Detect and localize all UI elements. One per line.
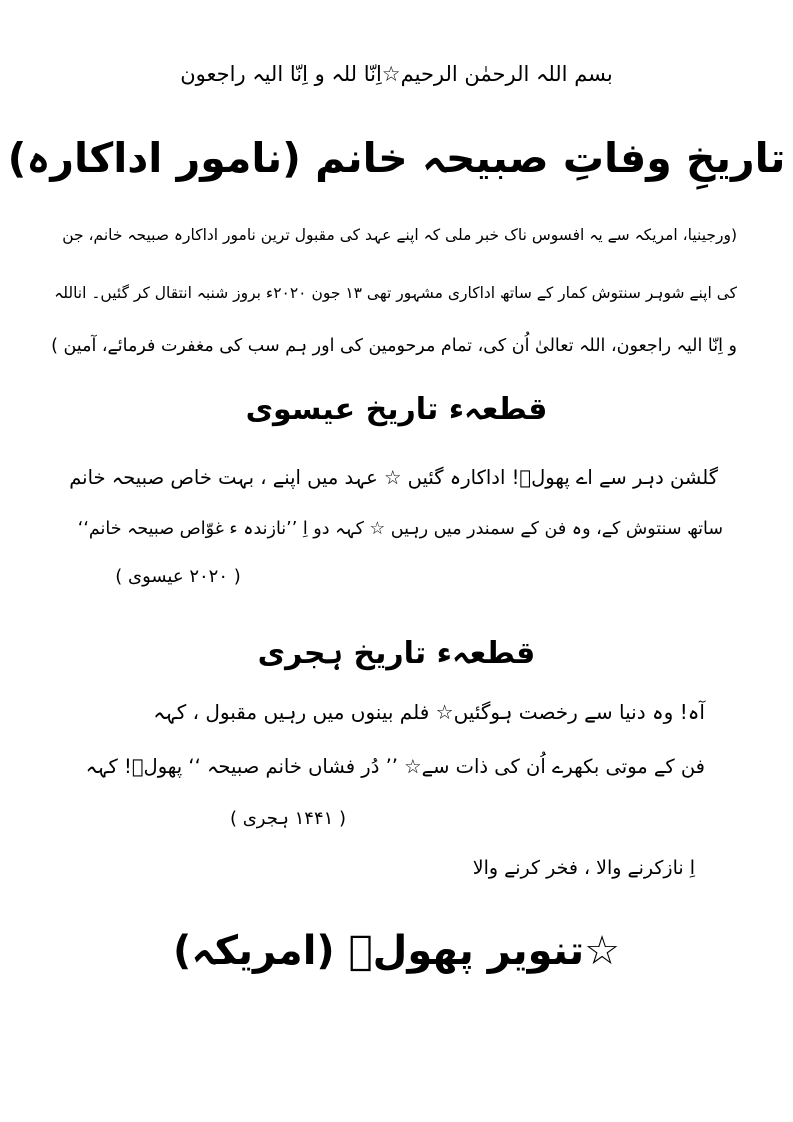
qita-hijri-verse-2: فن کے موتی بکھرے اُن کی ذات سے☆ ’’ دُر فشاں خانم صبیحہ ‘‘ پھولؔ! کہہ xyxy=(85,755,705,778)
intro-paragraph-line-1: (ورجینیا، امریکہ سے یہ افسوس ناک خبر ملی کہ اپنے عہد کی مقبول ترین نامور اداکارہ صبیحہ خانم، جن xyxy=(62,226,737,244)
qita-hijri-verse-1: آہ! وہ دنیا سے رخصت ہوگئیں☆ فلم بینوں میں رہیں مقبول ، کہہ xyxy=(153,700,705,724)
qita-isvi-verse-1: گلشن دہر سے اے پھولؔ! اداکارہ گئیں ☆ عہد میں اپنے ، بہت خاص صبیحہ خانم xyxy=(69,466,718,489)
qita-hijri-heading: قطعہء تاریخ ہجری xyxy=(257,636,536,671)
author-signature: ☆تنویر پھولؔ (امریکہ) xyxy=(173,928,620,974)
page-title: تاریخِ وفاتِ صبیحہ خانم (نامور اداکارہ) xyxy=(7,134,786,182)
bismillah-header: بسم اللہ الرحمٰن الرحیم☆اِنّا للہ و اِنّا الیہ راجعون xyxy=(180,62,613,86)
qita-isvi-verse-2: ساتھ سنتوش کے، وہ فن کے سمندر میں رہیں ☆ کہہ دو اِ ’’نازندہ ء غوّاص صبیحہ خانم‘‘ xyxy=(77,519,723,539)
signoff-line: اِ نازکرنے والا ، فخر کرنے والا xyxy=(472,857,695,879)
intro-paragraph-line-3: و اِنّا الیہ راجعون، اللہ تعالیٰ اُن کی، تمام مرحومین کی اور ہم سب کی مغفرت فرمائے، آمین ) xyxy=(51,336,737,356)
qita-isvi-year: ( ۲۰۲۰ عیسوی ) xyxy=(115,566,241,587)
qita-hijri-year: ( ۱۴۴۱ ہجری ) xyxy=(229,808,347,829)
qita-isvi-heading: قطعہء تاریخ عیسوی xyxy=(245,392,548,427)
intro-paragraph-line-2: کی اپنے شوہر سنتوش کمار کے ساتھ اداکاری مشہور تھی ۱۳ جون ۲۰۲۰ء بروز شنبہ انتقال کر گئیں۔ اناللہ xyxy=(54,284,737,302)
